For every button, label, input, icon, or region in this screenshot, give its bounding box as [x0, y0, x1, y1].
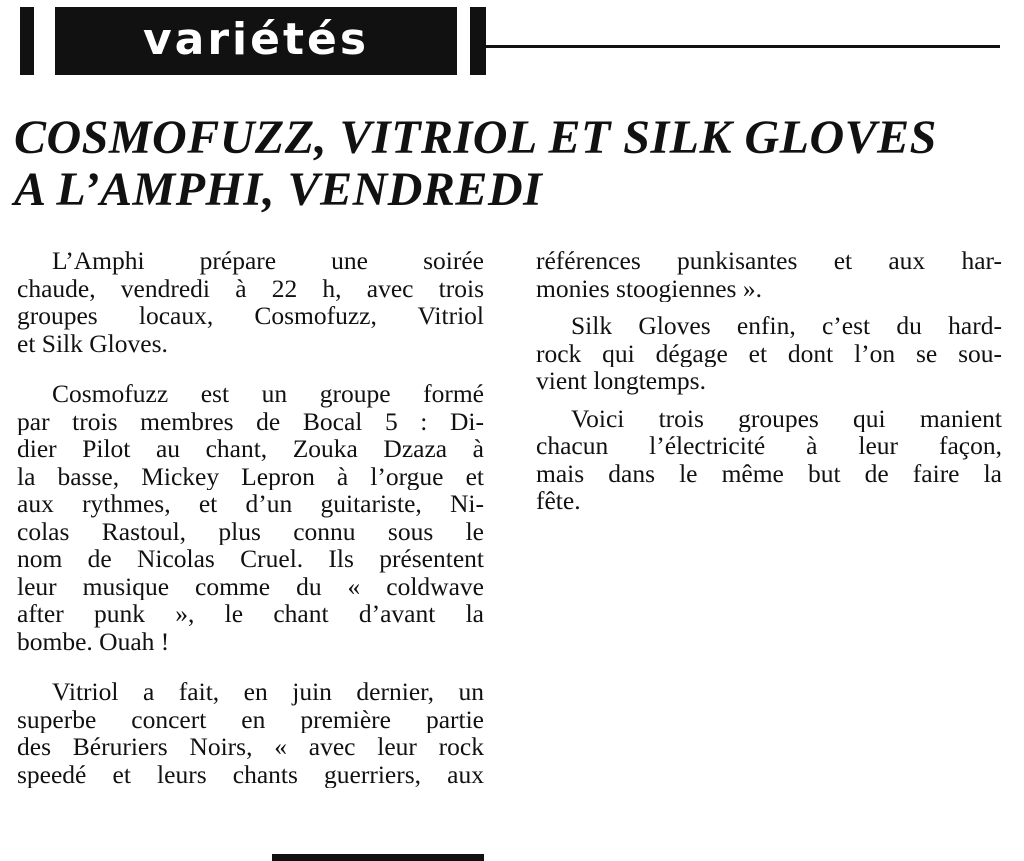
text-line: after punk », le chant d’avant la [17, 600, 484, 628]
text-line: aux rythmes, et d’un guitariste, Ni- [17, 490, 484, 518]
paragraph-cosmofuzz [17, 380, 484, 655]
paragraph-vitriol-continued [536, 247, 1002, 302]
bottom-rule [272, 854, 484, 861]
text-line: nom de Nicolas Cruel. Ils présentent [17, 545, 484, 573]
paragraph-gap [17, 655, 484, 678]
text-line: bombe. Ouah ! [17, 627, 170, 655]
section-rule [486, 45, 1000, 48]
text-line: références punkisantes et aux har- [536, 247, 1002, 275]
text-line: monies stoogiennes ». [536, 274, 762, 302]
paragraph-intro [17, 247, 484, 357]
text-line: des Béruriers Noirs, « avec leur rock [17, 733, 484, 761]
article-column-left [17, 247, 484, 788]
article-headline [14, 112, 1014, 216]
section-label: variétés [55, 7, 457, 75]
text-line: vient longtemps. [536, 367, 706, 395]
headline-line-2: A L’AMPHI, VENDREDI [14, 163, 543, 216]
text-line: et Silk Gloves. [17, 329, 168, 357]
paragraph-gap [536, 395, 1002, 405]
text-line: dier Pilot au chant, Zouka Dzaza à [17, 435, 484, 463]
text-line: mais dans le même but de faire la [536, 459, 1002, 487]
text-line: la basse, Mickey Lepron à l’orgue et [17, 462, 484, 490]
text-line: chacun l’électricité à leur façon, [536, 432, 1002, 460]
paragraph-vitriol [17, 678, 484, 788]
headline-line-1: COSMOFUZZ, VITRIOL ET SILK GLOVES [14, 111, 937, 164]
text-line: leur musique comme du « coldwave [17, 572, 484, 600]
article-column-right [536, 247, 1002, 515]
paragraph-gap [536, 302, 1002, 312]
text-line: fête. [536, 487, 581, 515]
paragraph-conclusion [536, 405, 1002, 515]
paragraph-gap [17, 357, 484, 380]
text-line: speedé et leurs chants guerriers, aux [17, 760, 484, 788]
text-line: Vitriol a fait, en juin dernier, un [52, 678, 484, 706]
text-line: par trois membres de Bocal 5 : Di- [17, 407, 484, 435]
section-bar-right [470, 7, 486, 75]
text-line: L’Amphi prépare une soirée [52, 247, 484, 275]
text-line: Silk Gloves enfin, c’est du hard- [571, 312, 1002, 340]
text-line: groupes locaux, Cosmofuzz, Vitriol [17, 302, 484, 330]
text-line: colas Rastoul, plus connu sous le [17, 517, 484, 545]
text-line: Cosmofuzz est un groupe formé [52, 380, 484, 408]
paragraph-silk-gloves [536, 312, 1002, 395]
text-line: superbe concert en première partie [17, 705, 484, 733]
text-line: Voici trois groupes qui manient [571, 404, 1002, 432]
text-line: chaude, vendredi à 22 h, avec trois [17, 274, 484, 302]
section-bar-left [20, 7, 34, 75]
text-line: rock qui dégage et dont l’on se sou- [536, 339, 1002, 367]
